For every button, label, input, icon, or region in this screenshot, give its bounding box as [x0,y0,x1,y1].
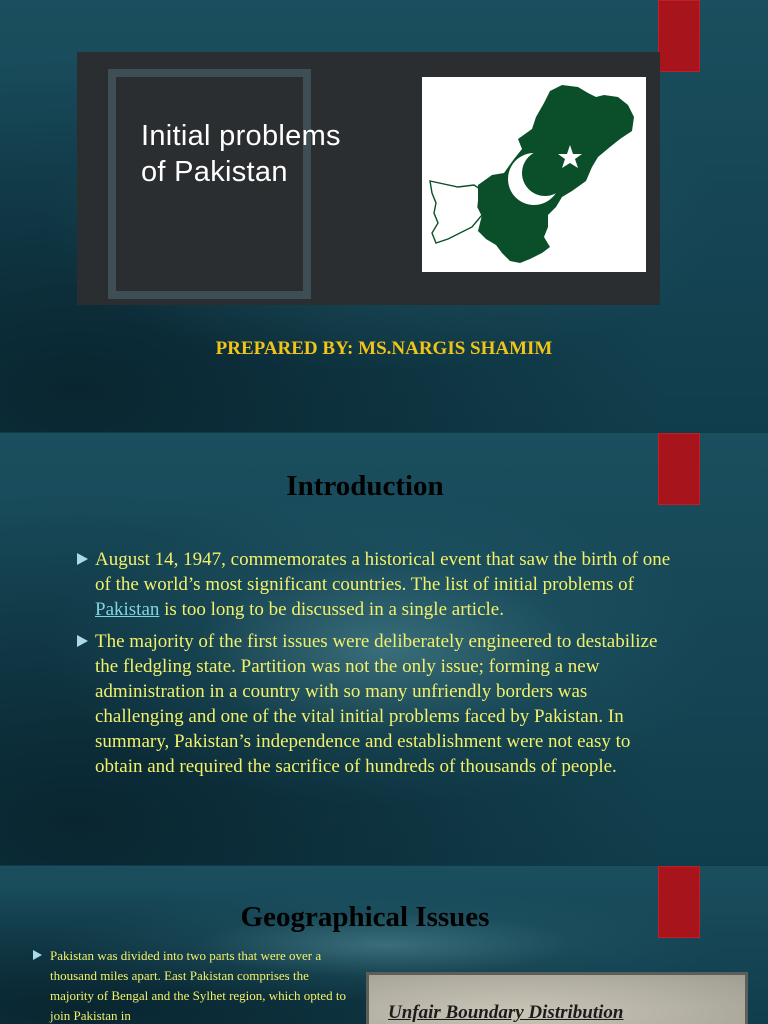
triangle-bullet-icon [77,553,88,565]
pakistan-flag-map-icon [422,77,646,272]
pakistan-link[interactable]: Pakistan [95,599,160,620]
red-accent-tab [658,0,700,72]
introduction-bullets [76,547,676,786]
geographical-issues-slide [0,866,768,1024]
list-item [76,547,676,622]
list-item [32,946,352,1024]
boundary-card [366,972,748,1024]
bullet-text-before-link: August 14, 1947, commemorates a historical event that saw the birth of one of the world’s most significant countries. The list of initial problems of [95,549,671,595]
bullet-text: The majority of the first issues were deliberately engineered to destabilize the fledgling state. Partition was not the only issue; forming a new administration in a country with so many unfriendly borders was challenging and one of the vital initial problems faced by Pakistan. In summary, Pakistan’s independence and establishment were not easy to obtain and required the sacrifice of hundreds of thousands of people. [95,631,658,777]
list-item [76,629,676,779]
triangle-bullet-icon [33,950,42,960]
title-line-1: Initial problems [141,120,341,152]
geography-bullets [32,946,352,1024]
bullet-text-after-link: is too long to be discussed in a single article. [159,599,504,620]
boundary-title: Unfair Boundary Distribution [388,1002,624,1023]
title-card [77,52,660,305]
prepared-by-text: PREPARED BY: MS.NARGIS SHAMIM [215,338,553,359]
title-slide [0,0,768,432]
introduction-heading: Introduction [286,470,444,502]
slide-title [141,118,431,190]
geographical-heading: Geographical Issues [240,901,490,933]
triangle-bullet-icon [77,635,88,647]
introduction-slide [0,433,768,865]
title-line-2: of Pakistan [141,156,288,188]
bullet-text: Pakistan was divided into two parts that were over a thousand miles apart. East Pakistan comprises the majority of Bengal and the Sylhet region, which opted to join Pakistan in [50,948,347,1023]
